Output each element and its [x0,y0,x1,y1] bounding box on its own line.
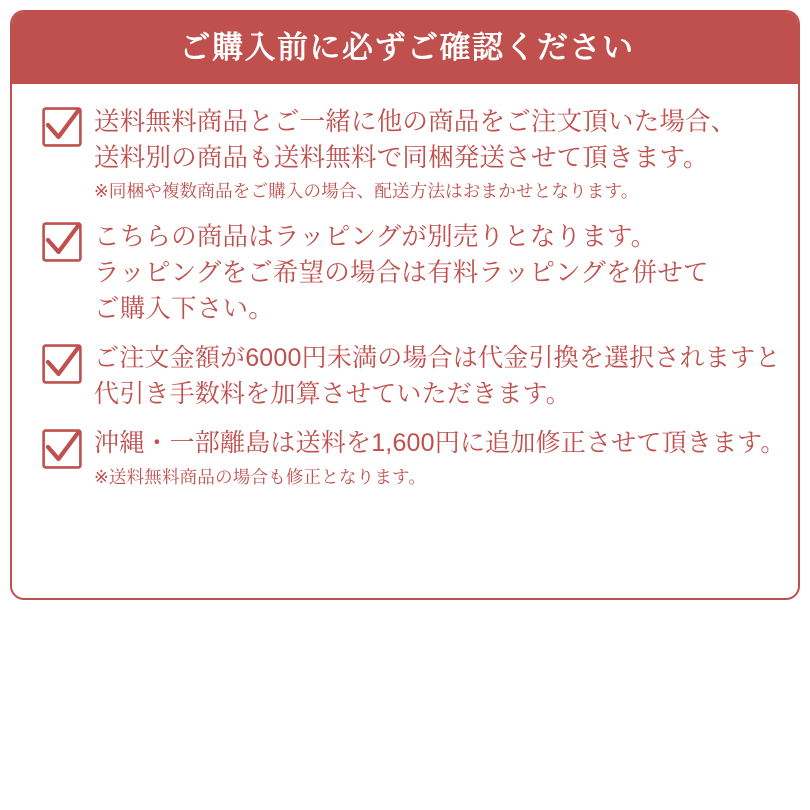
notice-item-list [12,86,798,504]
list-item-line: こちらの商品はラッピングが別売りとなります。 [94,222,657,251]
list-item-note: ※送料無料商品の場合も修正となります。 [94,466,427,487]
check-mark-icon [42,222,82,262]
list-item-body [94,104,780,205]
list-item-body [94,341,780,412]
list-item-line: ラッピングをご希望の場合は有料ラッピングを併せて [94,258,709,287]
list-item-line: 送料無料商品とご一緒に他の商品をご注文頂いた場合、 [94,108,737,136]
list-item-body [94,426,786,490]
notice-header [10,10,800,84]
list-item [12,341,798,412]
page-title: ご購入前に必ずご確認ください [179,29,635,65]
list-item-line: 送料別の商品も送料無料で同梱発送させて頂きます。 [94,144,709,173]
list-item [12,104,798,205]
list-item-line: ご購入下さい。 [94,295,274,324]
list-item-line: ご注文金額が6000円未満の場合は代金引換を選択されますと [94,344,781,373]
list-item [12,219,798,328]
list-item-line: 沖縄・一部離島は送料を1,600円に追加修正させて頂きます。 [94,429,786,458]
list-item-body [94,219,780,328]
list-item-note: ※同梱や複数商品をご購入の場合、配送方法はおまかせとなります。 [94,181,639,202]
purchase-notice-card [10,10,800,600]
list-item [12,426,798,490]
check-mark-icon [42,429,82,469]
list-item-line: 代引き手数料を加算させていただきます。 [94,379,571,408]
check-mark-icon [42,344,82,384]
check-mark-icon [42,107,82,147]
